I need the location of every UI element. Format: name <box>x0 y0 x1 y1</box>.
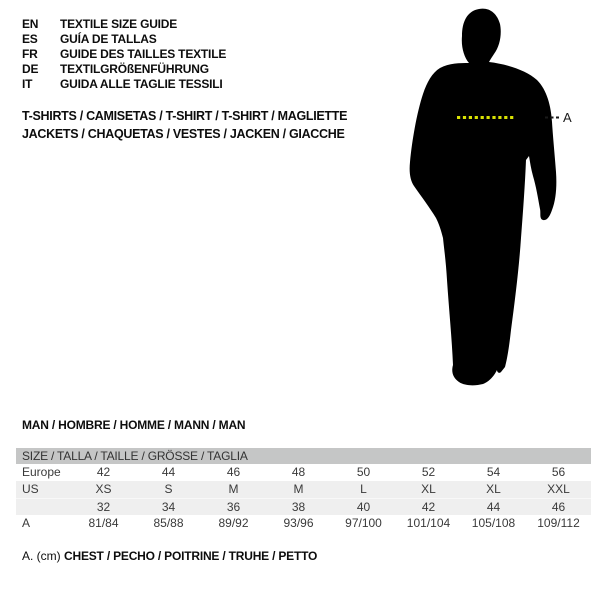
row-label: A <box>22 516 31 530</box>
language-label: GUIDA ALLE TAGLIE TESSILI <box>60 77 223 91</box>
size-table <box>16 448 591 532</box>
size-value: 32 <box>96 500 111 514</box>
size-value: 44 <box>161 465 176 479</box>
size-value: 40 <box>356 500 371 514</box>
footnote-prefix: A. (cm) <box>22 549 61 563</box>
garment-categories <box>22 108 347 143</box>
language-label: GUÍA DE TALLAS <box>60 32 157 46</box>
language-row <box>22 32 226 47</box>
size-value: L <box>360 482 367 496</box>
row-label: US <box>22 482 39 496</box>
size-value: S <box>164 482 173 496</box>
measure-label-a: A <box>563 110 572 125</box>
size-value: 54 <box>486 465 501 479</box>
measurement-footnote <box>22 549 317 563</box>
size-value: 81/84 <box>88 516 119 530</box>
language-code: EN <box>22 17 39 31</box>
size-table-header: SIZE / TALLA / TAILLE / GRÖSSE / TAGLIA <box>16 448 591 464</box>
size-value: 38 <box>291 500 306 514</box>
size-value: 93/96 <box>283 516 314 530</box>
size-value: 89/92 <box>218 516 249 530</box>
language-row <box>22 77 226 92</box>
size-value: 105/108 <box>471 516 516 530</box>
category-line-tshirts: T-SHIRTS / CAMISETAS / T-SHIRT / T-SHIRT / MAGLIETTE <box>22 109 348 123</box>
size-value: 85/88 <box>153 516 184 530</box>
size-value: 50 <box>356 465 371 479</box>
language-label: TEXTILGRÖßENFÜHRUNG <box>60 62 209 76</box>
footnote-text: CHEST / PECHO / POITRINE / TRUHE / PETTO <box>64 549 318 563</box>
size-value: M <box>293 482 304 496</box>
language-code: FR <box>22 47 38 61</box>
size-value: 46 <box>551 500 566 514</box>
language-code: IT <box>22 77 33 91</box>
size-value: XL <box>421 482 436 496</box>
size-value: 101/104 <box>406 516 451 530</box>
size-value: M <box>228 482 239 496</box>
table-row-europe <box>16 464 591 481</box>
size-value: 109/112 <box>537 516 580 530</box>
size-value: 44 <box>486 500 501 514</box>
size-value: 56 <box>551 465 566 479</box>
table-row-chest-cm <box>16 515 591 532</box>
language-label: TEXTILE SIZE GUIDE <box>60 17 178 31</box>
language-code: ES <box>22 32 38 46</box>
table-row-numeric <box>16 498 591 515</box>
row-label <box>16 499 71 515</box>
man-silhouette <box>410 9 557 386</box>
table-row-us <box>16 481 591 498</box>
size-value: XS <box>95 482 112 496</box>
size-value: 42 <box>96 465 111 479</box>
size-value: 42 <box>421 500 436 514</box>
language-row <box>22 17 226 32</box>
section-title-man: MAN / HOMBRE / HOMME / MANN / MAN <box>22 418 246 432</box>
man-silhouette-figure <box>400 0 600 400</box>
category-line-jackets: JACKETS / CHAQUETAS / VESTES / JACKEN / GIACCHE <box>22 126 345 141</box>
size-value: 48 <box>291 465 306 479</box>
size-value: 52 <box>421 465 436 479</box>
language-row <box>22 47 226 62</box>
size-value: 36 <box>226 500 241 514</box>
language-label: GUIDE DES TAILLES TEXTILE <box>60 47 227 61</box>
size-value: XL <box>486 482 501 496</box>
row-label: Europe <box>22 465 61 479</box>
size-value: 46 <box>226 465 241 479</box>
language-code: DE <box>22 62 39 76</box>
size-value: 34 <box>161 500 176 514</box>
size-value: XXL <box>547 482 570 496</box>
size-value: 97/100 <box>345 516 382 530</box>
language-row <box>22 62 226 77</box>
language-legend <box>22 17 226 92</box>
